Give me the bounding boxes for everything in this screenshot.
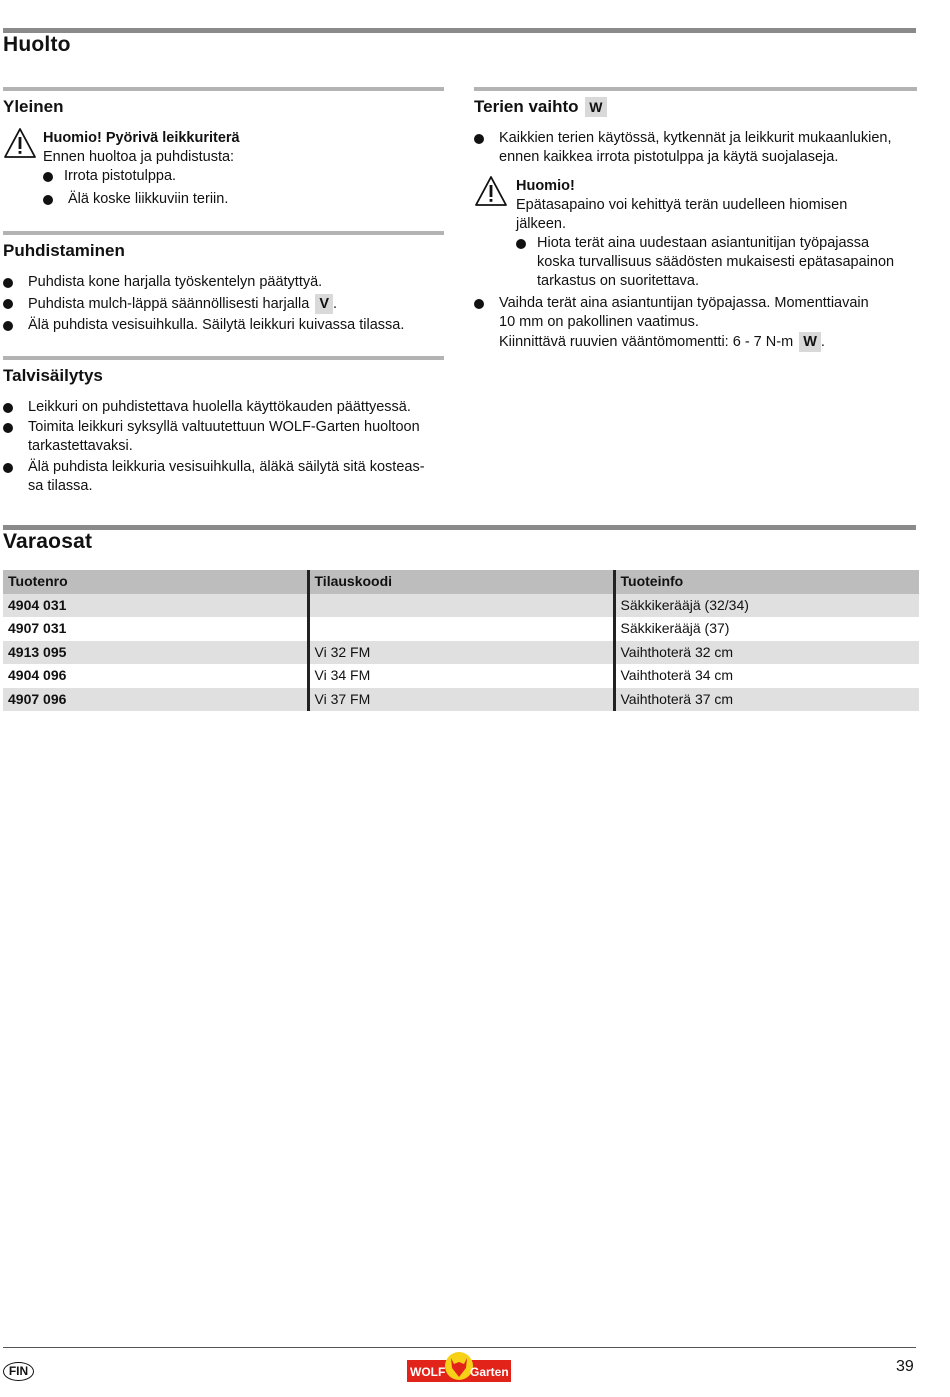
column-header: Tuoteinfo [614, 570, 919, 594]
table-cell: 4907 096 [3, 688, 308, 712]
warning-list [516, 234, 917, 291]
bullet-list [474, 129, 917, 167]
bullet-list [3, 398, 444, 496]
footer-rule [3, 1347, 916, 1348]
table-cell [308, 594, 614, 618]
table-cell: Säkkikerääjä (37) [614, 617, 919, 641]
varaosat-rule [3, 525, 916, 530]
table-row [3, 664, 919, 688]
bullet-icon [474, 299, 484, 309]
list-item: Kaikkien terien käytössä, kytkennät ja leikkurit mukaanlukien, ennen kaikkea irrota pistotulppa ja käytä suojalaseja. [474, 129, 917, 167]
key-label-v: V [315, 294, 333, 314]
logo-text-wolf: WOLF [410, 1365, 446, 1379]
list-item: Vaihda terät aina asiantuntijan työpajassa. Momenttiavain 10 mm on pakollinen vaatimus. Kiinnittävä ruuvien vääntömomentti: 6 - 7 N-m W . [474, 294, 917, 352]
bullet-icon [43, 172, 53, 182]
key-label-w: W [585, 97, 606, 117]
header-rule [3, 28, 916, 33]
list-item: Leikkuri on puhdistettava huolella käyttökauden päättyessä. [3, 398, 444, 417]
table-cell [308, 617, 614, 641]
warning-triangle-icon [474, 175, 508, 207]
list-item: Hiota terät aina uudestaan asiantunitijan työpajassa koska turvallisuus säädösten mukaisesti epätasapainon tarkastus on suoritettava. [516, 234, 917, 291]
bullet-icon [3, 321, 13, 331]
bullet-icon [474, 134, 484, 144]
page-title: Huolto [3, 33, 71, 56]
table-cell: 4907 031 [3, 617, 308, 641]
wolf-garten-logo [407, 1350, 511, 1384]
bullet-icon [43, 195, 53, 205]
section-rule [3, 356, 444, 360]
list-item: Älä puhdista leikkuria vesisuihkulla, äläkä säilytä sitä kosteas- sa tilassa. [3, 458, 444, 496]
bullet-list [3, 273, 444, 335]
varaosat-title: Varaosat [3, 530, 93, 553]
section-talvisailytys [3, 356, 444, 496]
list-item: Toimita leikkuri syksyllä valtuutettuun WOLF-Garten huoltoon tarkastettavaksi. [3, 418, 444, 456]
table-row [3, 594, 919, 618]
parts-table [3, 570, 919, 711]
list-item: Älä koske liikkuviin teriin. [43, 190, 444, 209]
bullet-icon [3, 423, 13, 433]
list-item: Puhdista kone harjalla työskentelyn päätyttyä. [3, 273, 444, 292]
section-rule [474, 87, 917, 91]
table-cell: Vaihthoterä 32 cm [614, 641, 919, 665]
section-heading: Puhdistaminen [3, 241, 125, 260]
warning-list [43, 167, 444, 209]
table-cell: Vaihthoterä 34 cm [614, 664, 919, 688]
warning-text: Epätasapaino voi kehittyä terän uudelleen hiomisen jälkeen. [516, 197, 848, 232]
section-heading: Yleinen [3, 97, 64, 116]
table-cell: Vi 34 FM [308, 664, 614, 688]
section-heading: Terien vaihto W [474, 95, 917, 119]
key-label-w: W [799, 332, 821, 352]
section-heading: Talvisäilytys [3, 366, 103, 385]
warning-block [3, 129, 444, 209]
warning-text: Ennen huoltoa ja puhdistusta: [43, 149, 235, 165]
page-number: 39 [896, 1358, 914, 1375]
section-rule [3, 87, 444, 91]
list-item: Irrota pistotulppa. [43, 167, 444, 186]
table-cell: Vaihthoterä 37 cm [614, 688, 919, 712]
language-badge: FIN [3, 1362, 34, 1381]
table-cell: Vi 37 FM [308, 688, 614, 712]
list-item: Puhdista mulch-läppä säännöllisesti harjalla V . [3, 294, 444, 314]
table-cell: 4904 031 [3, 594, 308, 618]
table-row [3, 617, 919, 641]
column-header: Tilauskoodi [308, 570, 614, 594]
bullet-icon [3, 463, 13, 473]
table-cell: Säkkikerääjä (32/34) [614, 594, 919, 618]
section-puhdistaminen [3, 231, 444, 335]
warning-title: Huomio! Pyörivä leikkuriterä [43, 130, 240, 146]
logo-text-garten: Garten [470, 1365, 509, 1379]
table-cell: Vi 32 FM [308, 641, 614, 665]
bullet-icon [3, 299, 13, 309]
section-yleinen [3, 87, 444, 209]
warning-title: Huomio! [516, 178, 575, 194]
table-cell: 4904 096 [3, 664, 308, 688]
table-row [3, 688, 919, 712]
bullet-icon [3, 403, 13, 413]
table-cell: 4913 095 [3, 641, 308, 665]
table-row [3, 641, 919, 665]
section-terien-vaihto [474, 87, 917, 352]
column-header: Tuotenro [3, 570, 308, 594]
bullet-icon [3, 278, 13, 288]
section-rule [3, 231, 444, 235]
bullet-icon [516, 239, 526, 249]
warning-triangle-icon [3, 127, 37, 159]
warning-block [474, 177, 917, 291]
table-header-row [3, 570, 919, 594]
list-item: Älä puhdista vesisuihkulla. Säilytä leikkuri kuivassa tilassa. [3, 316, 444, 335]
bullet-list [474, 294, 917, 352]
